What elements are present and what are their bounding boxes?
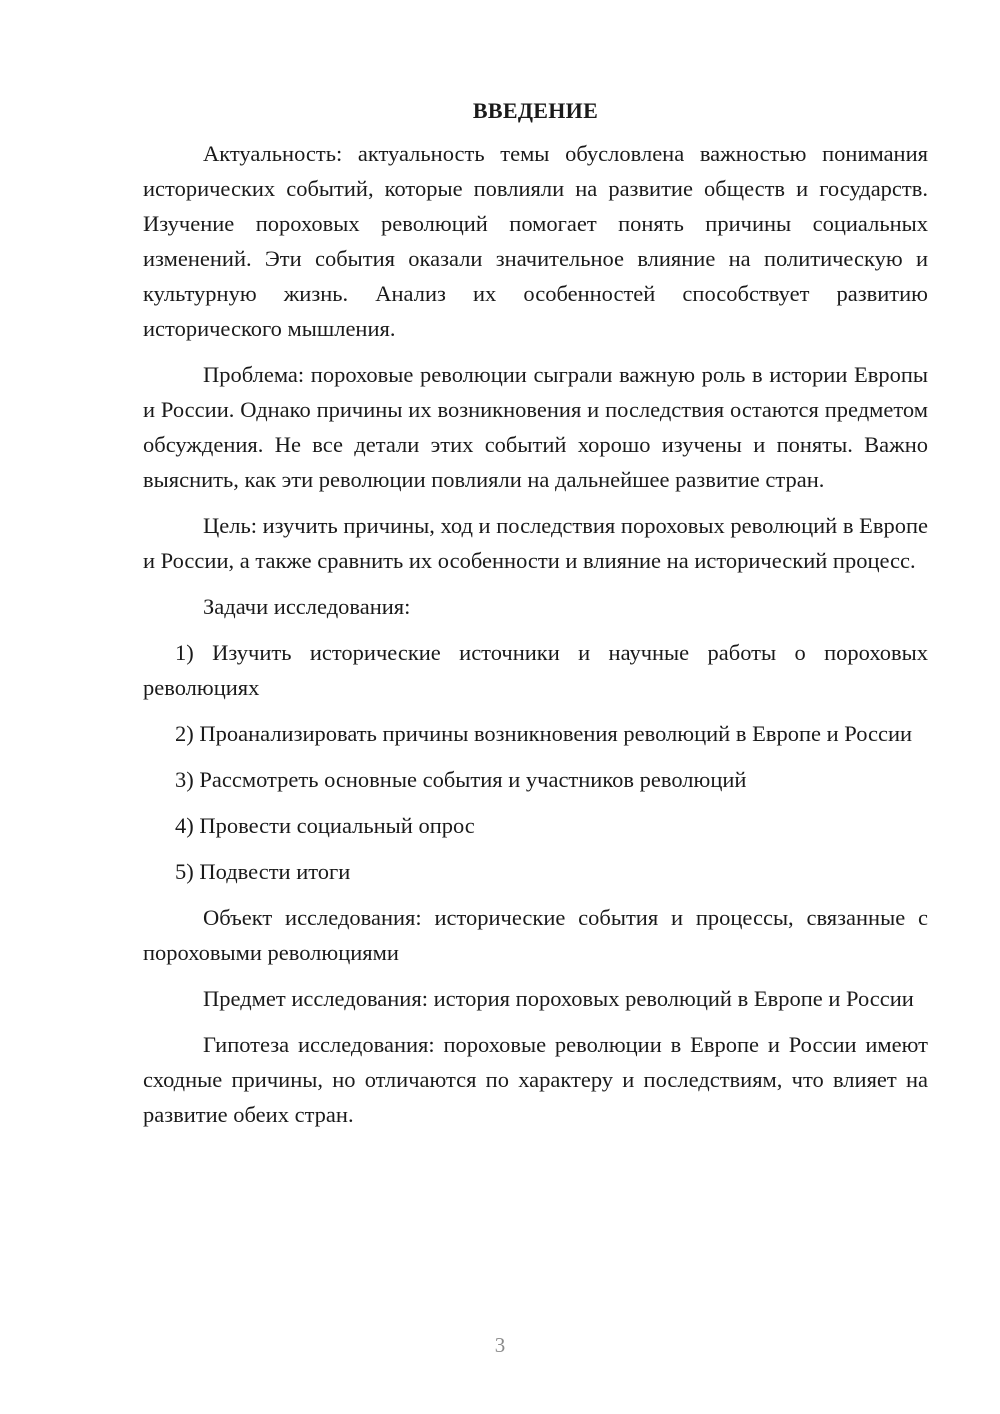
problem-paragraph: Проблема: пороховые революции сыграли важную роль в истории Европы и России. Однако причины их возникновения и последствия остаются предметом обсуждения. Не все детали этих событий хорошо изучены и поняты. Важно выяснить, как эти революции повлияли на дальнейшее развитие стран.	[143, 362, 928, 492]
task-item: 1) Изучить исторические источники и научные работы о пороховых революциях	[143, 640, 928, 700]
page-number: 3	[494, 1333, 506, 1357]
goal-paragraph: Цель: изучить причины, ход и последствия пороховых революций в Европе и России, а также сравнить их особенности и влияние на исторический процесс.	[143, 513, 928, 573]
subject-paragraph: Предмет исследования: история пороховых революций в Европе и России	[203, 986, 914, 1011]
relevance-paragraph: Актуальность: актуальность темы обусловлена важностью понимания исторических событий, которые повлияли на развитие обществ и государств. Изучение пороховых революций помогает понять причины социальных изменений. Эти события оказали значительное влияние на политическую и культурную жизнь. Анализ их особенностей способствует развитию исторического мышления.	[143, 141, 928, 341]
task-item: 2) Проанализировать причины возникновения революций в Европе и России	[175, 721, 913, 746]
hypothesis-paragraph: Гипотеза исследования: пороховые революции в Европе и России имеют сходные причины, но отличаются по характеру и последствиям, что влияет на развитие обеих стран.	[143, 1032, 928, 1127]
task-item: 3) Рассмотреть основные события и участников революций	[175, 767, 747, 792]
page-title: ВВЕДЕНИЕ	[472, 98, 599, 123]
tasks-heading: Задачи исследования:	[203, 594, 411, 619]
task-item: 5) Подвести итоги	[175, 859, 351, 884]
task-item: 4) Провести социальный опрос	[175, 813, 475, 838]
object-paragraph: Объект исследования: исторические события и процессы, связанные с пороховыми революциями	[143, 905, 928, 965]
document-page	[143, 96, 928, 1143]
